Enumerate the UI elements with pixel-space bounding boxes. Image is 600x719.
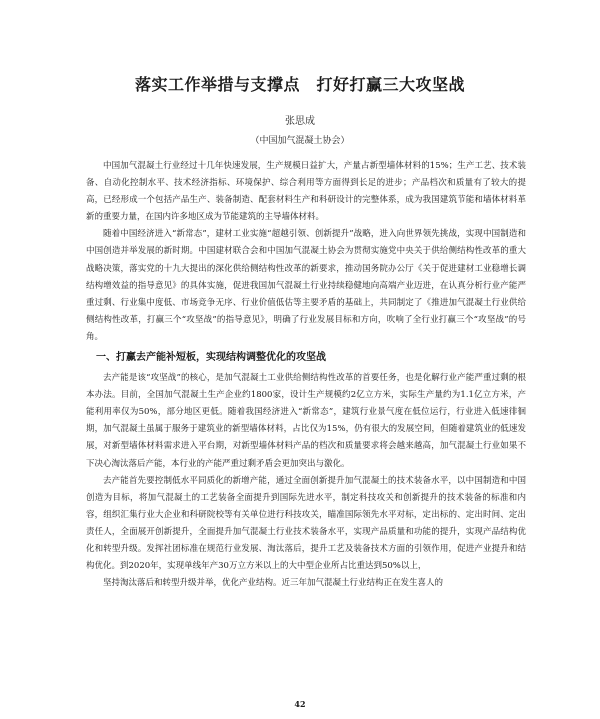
article-author: 张思成 [285, 116, 315, 127]
author-affiliation: （中国加气混凝土协会） [250, 136, 350, 146]
section-heading: 一、打赢去产能补短板，实现结构调整优化的攻坚战 [96, 352, 326, 364]
body-paragraph: 中国加气混凝土行业经过十几年快速发展，生产规模日益扩大，产量占新型墙体材料的15%；生产工艺、技术装备、自动化控制水平、技术经济指标、环境保护、综合利用等方面得到长足的进步；产品档次和质量有了较大的提高，已经形成一个包括产品生产、装备制造、配套材料生产和科研设计的完整体系，成为我国建筑节能和墙体材料革新的重要力量，在国内许多地区成为节能建筑的主导墙体材料。 [86, 161, 526, 223]
body-paragraph: 随着中国经济进入“新常态”，建材工业实施“超越引领、创新提升”战略，进入向世界领先挑战，实现中国制造和中国创造并举发展的新时期。中国建材联合会和中国加气混凝土协会为贯彻实施党中央关于供给侧结构性改革的重大战略决策，落实党的十九大提出的深化供给侧结构性改革的新要求，推动国务院办公厅《关于促进建材工业稳增长调结构增效益的指导意见》的具体实施，促进我国加气混凝土行业持续稳健地向高端产业迈进，在认真分析行业产能严重过剩、行业集中度低、市场竞争无序、行业价值低估等主要矛盾的基础上，共同制定了《推进加气混凝土行业供给侧结构性改革，打赢三个“攻坚战”的指导意见》，明确了行业发展目标和方向，吹响了全行业打赢三个“攻坚战”的号角。 [86, 229, 526, 342]
body-paragraph: 去产能首先要控制低水平同质化的新增产能，通过全面创新提升加气混凝土的技术装备水平，以中国制造和中国创造为目标，将加气混凝土的工艺装备全面提升到国际先进水平，制定科技攻关和创新提升的技术装备的标准和内容，组织汇集行业大企业和科研院校等有关单位进行科技攻关，瞄准国际领先水平对标，定出标的、定出时间、定出责任人，全面展开创新提升，全面提升加气混凝土行业技术装备水平，实现产品质量和功能的提升，实现产品结构优化和转型升级。发挥社团标准在规范行业发展、淘汰落后，提升工艺及装备技术方面的引领作用，促进产业提升和结构优化。到2020年，实现单线年产30万立方米以上的大中型企业所占比重达到50%以上， [86, 475, 526, 572]
page-number: 42 [294, 699, 306, 709]
body-paragraph: 坚持淘汰落后和转型升级并举，优化产业结构。近三年加气混凝土行业结构正在发生喜人的 [103, 578, 444, 589]
article-title: 落实工作举措与支撑点 打好打赢三大攻坚战 [134, 75, 465, 94]
body-paragraph: 去产能是该“攻坚战”的核心，是加气混凝土工业供给侧结构性改革的首要任务，也是化解行业产能严重过剩的根本办法。目前，全国加气混凝土生产企业约1800家，设计生产规模约2亿立方米，实际生产量约为1.1亿立方米，产能利用率仅为50%，部分地区更低。随着我国经济进入“新常态”，建筑行业景气度在低位运行，行业进入低速徘徊期，加气混凝土虽属于服务于建筑业的新型墙体材料，占比仅为15%，仍有很大的发展空间，但随着建筑业的低速发展，对新型墙体材料需求进入平台期，对新型墙体材料产品的档次和质量要求将会越来越高，加气混凝土行业如果不下决心淘汰落后产能，本行业的产能严重过剩矛盾会更加突出与激化。 [86, 373, 526, 469]
article-body [86, 158, 526, 592]
